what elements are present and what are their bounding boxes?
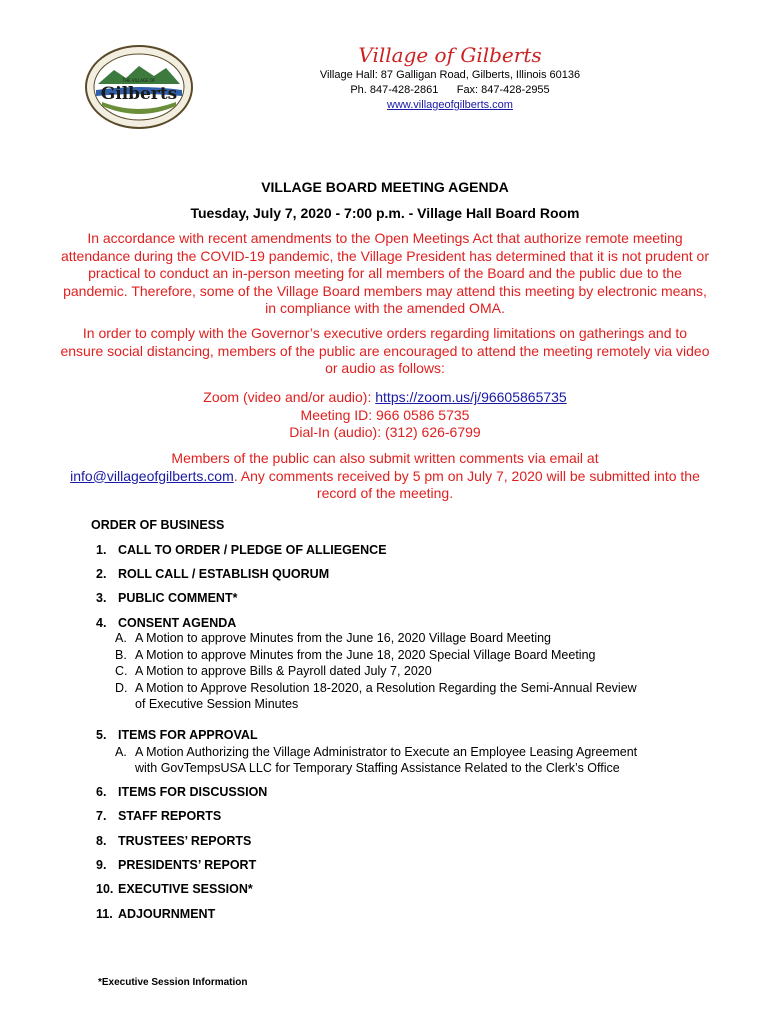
notice-paragraph-1: In accordance with recent amendments to the Open Meetings Act that authorize remote meeting attendance during the COVID-19 pandemic, the Village President has determined that it is not prudent or practical to conduct an in-person meeting for all members of the Board and the public due to the pandemic. Therefore, some of the Village Board members may attend this meeting by electronic means, in compliance with the amended OMA. (60, 230, 710, 316)
comments-intro: Members of the public can also submit written comments via email at (171, 450, 599, 466)
letterhead (300, 42, 600, 112)
agenda-item: 6. ITEMS FOR DISCUSSION (96, 785, 268, 799)
agenda-item: 8. TRUSTEES’ REPORTS (96, 834, 252, 848)
consent-sub-item: D. A Motion to Approve Resolution 18-2020, a Resolution Regarding the Semi-Annual Review of Executive Session Minutes (115, 681, 637, 711)
agenda-item: 5. ITEMS FOR APPROVAL (96, 728, 258, 742)
agenda-item: 11. ADJOURNMENT (96, 907, 216, 921)
consent-sub-item: C. A Motion to approve Bills & Payroll dated July 7, 2020 (115, 664, 432, 678)
zoom-info (60, 389, 710, 442)
approval-sub-item: A. A Motion Authorizing the Village Administrator to Execute an Employee Leasing Agreement with GovTempsUSA LLC for Temporary Staffing Assistance Related to the Clerk’s Office (115, 745, 638, 775)
agenda-item: 1. CALL TO ORDER / PLEDGE OF ALLIEGENCE (96, 543, 387, 557)
zoom-line (60, 389, 710, 407)
footer-note: *Executive Session Information (98, 977, 248, 988)
agenda-subtitle: Tuesday, July 7, 2020 - 7:00 p.m. - Village Hall Board Room (190, 205, 580, 221)
logo-small-text: THE VILLAGE OF (122, 78, 156, 83)
website-link[interactable]: www.villageofgilberts.com (387, 99, 513, 111)
comments-paragraph (60, 450, 710, 503)
meeting-id: Meeting ID: 966 0586 5735 (300, 406, 470, 423)
order-of-business-title: ORDER OF BUSINESS (91, 518, 225, 532)
logo-text: Gilberts (100, 84, 178, 104)
zoom-link[interactable]: https://zoom.us/j/96605865735 (375, 389, 567, 405)
phone-fax-line: Ph. 847-428-2861 Fax: 847-428-2955 (350, 84, 550, 96)
consent-sub-item: A. A Motion to approve Minutes from the June 16, 2020 Village Board Meeting (115, 631, 551, 645)
notice-paragraph-2: In order to comply with the Governor’s executive orders regarding limitations on gatherings and to ensure social distancing, members of the public are encouraged to attend the meeting remotely via video or audio as follows: (60, 325, 710, 376)
agenda-item: 9. PRESIDENTS’ REPORT (96, 858, 257, 872)
agenda-item: 3. PUBLIC COMMENT* (96, 591, 238, 605)
agenda-item: 10. EXECUTIVE SESSION* (96, 882, 253, 896)
agenda-title: VILLAGE BOARD MEETING AGENDA (261, 179, 509, 195)
dial-in: Dial-In (audio): (312) 626-6799 (289, 424, 481, 440)
email-link[interactable]: info@villageofgilberts.com (70, 467, 234, 484)
address-line: Village Hall: 87 Galligan Road, Gilberts, Illinois 60136 (319, 69, 581, 81)
consent-sub-item: B. A Motion to approve Minutes from the June 18, 2020 Special Village Board Meeting (115, 648, 596, 662)
zoom-label: Zoom (video and/or audio): (203, 389, 376, 405)
village-seal-logo (84, 44, 194, 130)
agenda-item: 7. STAFF REPORTS (96, 809, 222, 823)
agenda-item: 2. ROLL CALL / ESTABLISH QUORUM (96, 567, 330, 581)
comments-rest: . Any comments received by 5 pm on July 7, 2020 will be submitted into the record of the meeting. (233, 467, 700, 501)
agenda-item: 4. CONSENT AGENDA (96, 616, 237, 630)
village-name: Village of Gilberts (358, 43, 542, 67)
